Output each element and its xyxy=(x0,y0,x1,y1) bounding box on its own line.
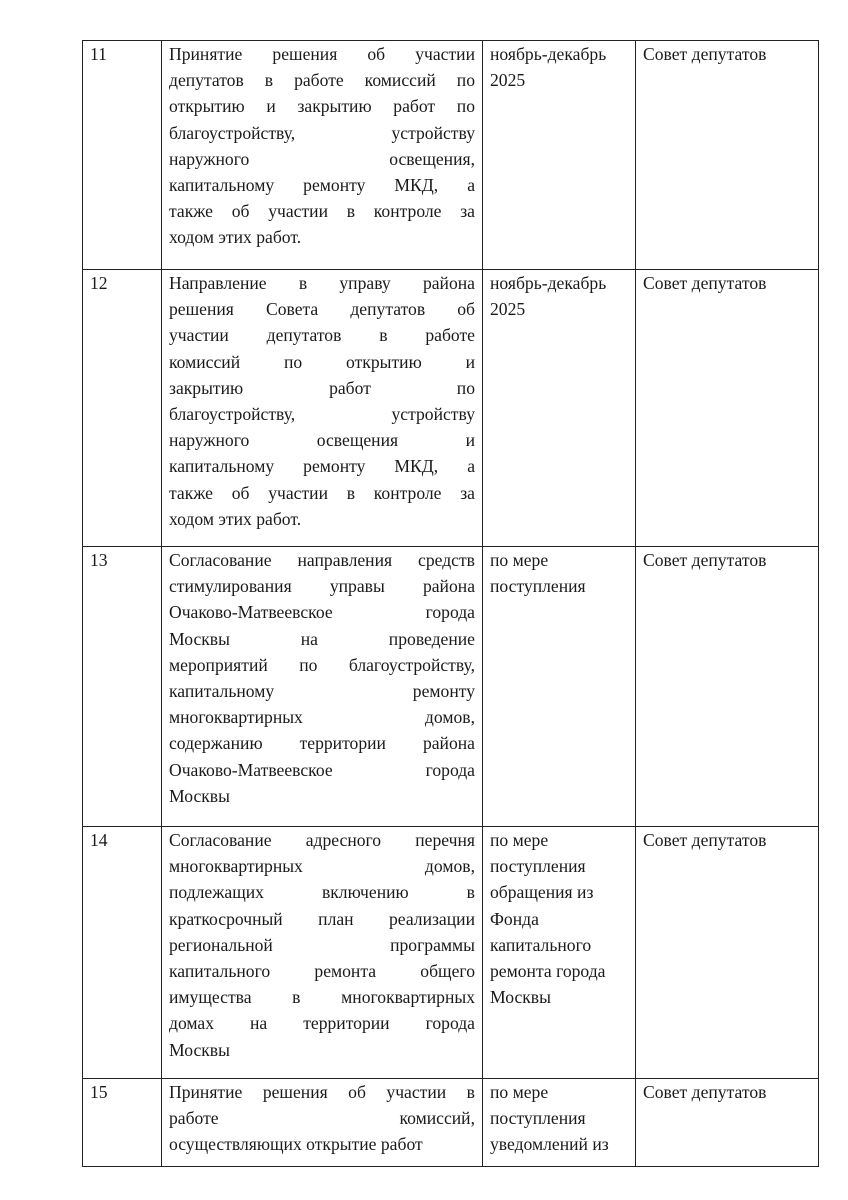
description-line: наружного освещения, xyxy=(169,148,475,169)
description-line: подлежащих включению в xyxy=(169,882,475,903)
description-line: закрытию работ по xyxy=(169,377,475,398)
row-executor: Совет депутатов xyxy=(636,547,819,827)
deadline-line: по мере xyxy=(490,550,549,570)
description-line: многоквартирных домов, xyxy=(169,856,475,877)
row-description xyxy=(162,827,483,1079)
row-deadline xyxy=(483,1079,636,1167)
plan-table-body xyxy=(83,41,819,1167)
deadline-line: ноябрь-декабрь xyxy=(490,273,607,293)
deadline-line: ноябрь-декабрь xyxy=(490,44,607,64)
description-line: Принятие решения об участии в xyxy=(169,1082,475,1102)
description-line: многоквартирных домов, xyxy=(169,707,475,728)
table-row xyxy=(83,827,819,1079)
description-line: Очаково-Матвеевское города xyxy=(169,759,475,780)
deadline-line: 2025 xyxy=(490,70,526,91)
deadline-line: поступления xyxy=(490,856,586,877)
deadline-line: ремонта города xyxy=(490,961,606,982)
table-row xyxy=(83,270,819,547)
description-line: работе комиссий, xyxy=(169,1108,475,1129)
row-executor: Совет депутатов xyxy=(636,270,819,547)
table-row xyxy=(83,1079,819,1167)
description-line: капитального ремонта общего xyxy=(169,961,475,982)
description-line: домах на территории города xyxy=(169,1013,475,1034)
description-line: Очаково-Матвеевское города xyxy=(169,602,475,623)
description-line: Москвы xyxy=(169,1039,230,1060)
deadline-line: капитального xyxy=(490,934,592,955)
deadline-line: уведомлений из xyxy=(490,1134,609,1155)
description-line: Согласование направления средств xyxy=(169,550,475,570)
description-line: благоустройству, устройству xyxy=(169,122,475,143)
row-description xyxy=(162,547,483,827)
row-number: 11 xyxy=(83,41,162,270)
description-line: депутатов в работе комиссий по xyxy=(169,70,475,91)
description-line: Принятие решения об участии xyxy=(169,44,475,64)
description-line: также об участии в контроле за xyxy=(169,201,475,222)
description-line: ходом этих работ. xyxy=(169,508,302,529)
description-line: осуществляющих открытие работ xyxy=(169,1134,423,1155)
description-line: решения Совета депутатов об xyxy=(169,299,475,320)
description-line: Москвы на проведение xyxy=(169,628,475,649)
description-line: наружного освещения и xyxy=(169,430,475,451)
description-line: Согласование адресного перечня xyxy=(169,830,475,850)
row-executor: Совет депутатов xyxy=(636,41,819,270)
description-line: комиссий по открытию и xyxy=(169,351,475,372)
table-row xyxy=(83,547,819,827)
row-number: 13 xyxy=(83,547,162,827)
description-line: капитальному ремонту МКД, а xyxy=(169,175,475,196)
row-deadline xyxy=(483,547,636,827)
description-line: содержанию территории района xyxy=(169,733,475,754)
description-line: краткосрочный план реализации xyxy=(169,908,475,929)
plan-table xyxy=(82,40,819,1167)
row-number: 14 xyxy=(83,827,162,1079)
deadline-line: по мере xyxy=(490,830,549,850)
deadline-line: Москвы xyxy=(490,987,551,1008)
description-line: Москвы xyxy=(169,785,230,806)
deadline-line: обращения из xyxy=(490,882,594,903)
deadline-line: Фонда xyxy=(490,908,539,929)
row-description xyxy=(162,1079,483,1167)
deadline-line: по мере xyxy=(490,1082,549,1102)
description-line: также об участии в контроле за xyxy=(169,482,475,503)
description-line: капитальному ремонту xyxy=(169,681,475,702)
description-line: открытию и закрытию работ по xyxy=(169,96,475,117)
row-executor: Совет депутатов xyxy=(636,1079,819,1167)
row-number: 15 xyxy=(83,1079,162,1167)
description-line: стимулирования управы района xyxy=(169,576,475,597)
row-number: 12 xyxy=(83,270,162,547)
deadline-line: поступления xyxy=(490,1108,586,1129)
description-line: благоустройству, устройству xyxy=(169,404,475,425)
deadline-line: поступления xyxy=(490,576,586,597)
deadline-line: 2025 xyxy=(490,299,526,320)
row-deadline xyxy=(483,41,636,270)
description-line: региональной программы xyxy=(169,934,475,955)
table-row xyxy=(83,41,819,270)
row-deadline xyxy=(483,827,636,1079)
row-deadline xyxy=(483,270,636,547)
row-description xyxy=(162,270,483,547)
description-line: капитальному ремонту МКД, а xyxy=(169,456,475,477)
description-line: ходом этих работ. xyxy=(169,227,302,248)
description-line: Направление в управу района xyxy=(169,273,475,293)
description-line: имущества в многоквартирных xyxy=(169,987,475,1008)
row-executor: Совет депутатов xyxy=(636,827,819,1079)
description-line: участии депутатов в работе xyxy=(169,325,475,346)
row-description xyxy=(162,41,483,270)
description-line: мероприятий по благоустройству, xyxy=(169,654,475,675)
